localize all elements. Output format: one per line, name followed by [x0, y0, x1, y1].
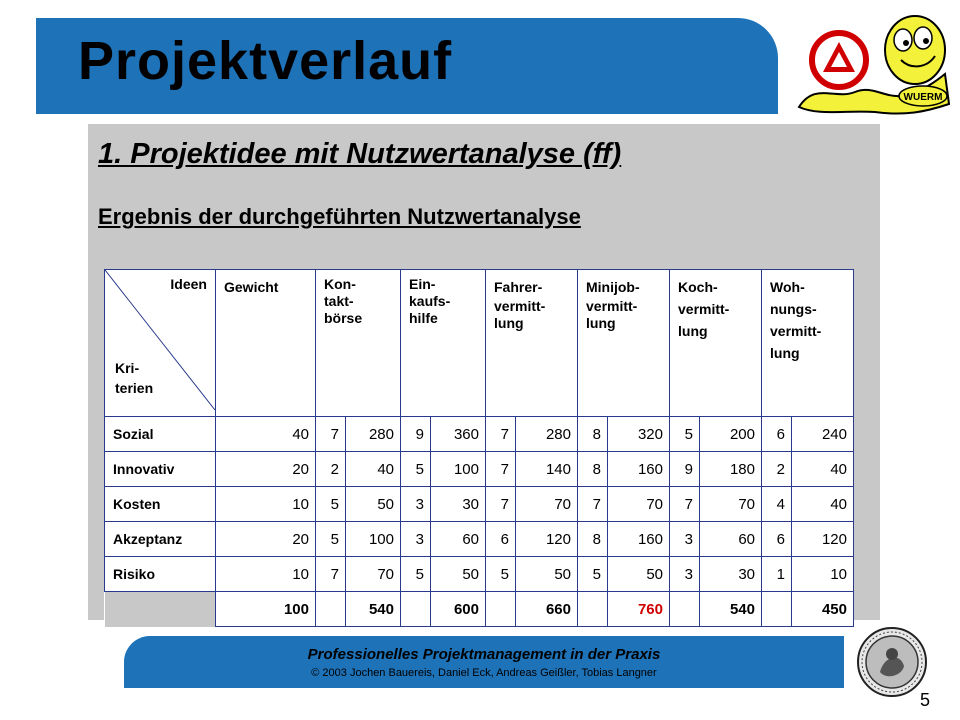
- score-cell: 5: [578, 557, 608, 592]
- weight-cell: 20: [216, 522, 316, 557]
- criterion-label: Kosten: [105, 487, 216, 522]
- page-number: 5: [920, 690, 931, 710]
- header-idea-5: Koch- vermitt- lung: [670, 270, 762, 417]
- weighted-score-cell: 100: [431, 452, 486, 487]
- weighted-score-cell: 70: [700, 487, 762, 522]
- weighted-score-cell: 70: [608, 487, 670, 522]
- score-cell: 8: [578, 417, 608, 452]
- university-seal-icon: [856, 626, 928, 698]
- weighted-score-cell: 50: [516, 557, 578, 592]
- table-row: [105, 417, 854, 452]
- weighted-score-cell: 70: [346, 557, 401, 592]
- page-title: Projektverlauf: [78, 31, 453, 91]
- total-score-cell: 540: [700, 592, 762, 627]
- weighted-score-cell: 360: [431, 417, 486, 452]
- totals-empty-cell: [105, 592, 216, 627]
- score-cell: 5: [316, 522, 346, 557]
- score-cell: 3: [401, 522, 431, 557]
- weighted-score-cell: 320: [608, 417, 670, 452]
- score-cell: 3: [401, 487, 431, 522]
- weighted-score-cell: 60: [431, 522, 486, 557]
- score-cell: 7: [316, 417, 346, 452]
- weighted-score-cell: 100: [346, 522, 401, 557]
- score-cell: 1: [762, 557, 792, 592]
- score-cell: 8: [578, 452, 608, 487]
- score-cell: 5: [316, 487, 346, 522]
- weight-cell: 10: [216, 487, 316, 522]
- slide-subtitle: 1. Projektidee mit Nutzwertanalyse (ff): [98, 138, 622, 170]
- weighted-score-cell: 40: [792, 487, 854, 522]
- spacer-cell: [670, 592, 700, 627]
- weighted-score-cell: 50: [346, 487, 401, 522]
- criterion-label: Risiko: [105, 557, 216, 592]
- spacer-cell: [762, 592, 792, 627]
- weighted-score-cell: 280: [346, 417, 401, 452]
- header-idea-1: Kon- takt- börse: [316, 270, 401, 417]
- score-cell: 7: [316, 557, 346, 592]
- table-row: [105, 522, 854, 557]
- header-idea-2: Ein- kaufs- hilfe: [401, 270, 486, 417]
- weighted-score-cell: 160: [608, 452, 670, 487]
- weighted-score-cell: 180: [700, 452, 762, 487]
- score-cell: 2: [316, 452, 346, 487]
- spacer-cell: [401, 592, 431, 627]
- weighted-score-cell: 240: [792, 417, 854, 452]
- spacer-cell: [486, 592, 516, 627]
- weight-cell: 20: [216, 452, 316, 487]
- logo-text: WUERM: [903, 92, 943, 103]
- score-cell: 4: [762, 487, 792, 522]
- weighted-score-cell: 280: [516, 417, 578, 452]
- corner-cell: [105, 270, 216, 417]
- total-score-cell: 760: [608, 592, 670, 627]
- header-idea-3: Fahrer- vermitt- lung: [486, 270, 578, 417]
- nutzwert-table: [104, 269, 854, 627]
- score-cell: 5: [670, 417, 700, 452]
- spacer-cell: [578, 592, 608, 627]
- score-cell: 7: [670, 487, 700, 522]
- section-heading: Ergebnis der durchgeführten Nutzwertanalyse: [98, 204, 581, 229]
- spacer-cell: [316, 592, 346, 627]
- corner-kriterien-label: Kri- terien: [115, 360, 154, 396]
- score-cell: 7: [486, 452, 516, 487]
- score-cell: 3: [670, 557, 700, 592]
- criterion-label: Sozial: [105, 417, 216, 452]
- total-score-cell: 600: [431, 592, 486, 627]
- total-score-cell: 450: [792, 592, 854, 627]
- weight-cell: 40: [216, 417, 316, 452]
- header-idea-4: Minijob- vermitt- lung: [578, 270, 670, 417]
- table-row: [105, 452, 854, 487]
- weighted-score-cell: 30: [431, 487, 486, 522]
- weighted-score-cell: 120: [792, 522, 854, 557]
- score-cell: 6: [486, 522, 516, 557]
- weighted-score-cell: 120: [516, 522, 578, 557]
- weighted-score-cell: 30: [700, 557, 762, 592]
- score-cell: 7: [486, 487, 516, 522]
- totals-row: [105, 592, 854, 627]
- score-cell: 6: [762, 417, 792, 452]
- weighted-score-cell: 40: [792, 452, 854, 487]
- weighted-score-cell: 140: [516, 452, 578, 487]
- score-cell: 9: [401, 417, 431, 452]
- weighted-score-cell: 160: [608, 522, 670, 557]
- score-cell: 5: [401, 452, 431, 487]
- score-cell: 3: [670, 522, 700, 557]
- header-weight: Gewicht: [216, 270, 316, 417]
- table-row: [105, 557, 854, 592]
- score-cell: 2: [762, 452, 792, 487]
- weighted-score-cell: 10: [792, 557, 854, 592]
- weighted-score-cell: 50: [431, 557, 486, 592]
- total-score-cell: 540: [346, 592, 401, 627]
- score-cell: 7: [578, 487, 608, 522]
- agency-logo-icon: [812, 33, 866, 87]
- weight-cell: 10: [216, 557, 316, 592]
- footer-course-title: Professionelles Projektmanagement in der Praxis: [307, 646, 661, 663]
- weight-total-cell: 100: [216, 592, 316, 627]
- criterion-label: Innovativ: [105, 452, 216, 487]
- table-row: [105, 487, 854, 522]
- criterion-label: Akzeptanz: [105, 522, 216, 557]
- score-cell: 8: [578, 522, 608, 557]
- weighted-score-cell: 200: [700, 417, 762, 452]
- score-cell: 5: [401, 557, 431, 592]
- corner-ideen-label: Ideen: [170, 276, 207, 292]
- weighted-score-cell: 50: [608, 557, 670, 592]
- score-cell: 5: [486, 557, 516, 592]
- total-score-cell: 660: [516, 592, 578, 627]
- header-idea-6: Woh- nungs- vermitt- lung: [762, 270, 854, 417]
- table-header-row: [105, 270, 854, 417]
- wuerm-logo: [795, 12, 955, 117]
- weighted-score-cell: 40: [346, 452, 401, 487]
- footer-copyright: © 2003 Jochen Bauereis, Daniel Eck, Andreas Geißler, Tobias Langner: [311, 667, 657, 679]
- score-cell: 7: [486, 417, 516, 452]
- weighted-score-cell: 70: [516, 487, 578, 522]
- score-cell: 6: [762, 522, 792, 557]
- score-cell: 9: [670, 452, 700, 487]
- weighted-score-cell: 60: [700, 522, 762, 557]
